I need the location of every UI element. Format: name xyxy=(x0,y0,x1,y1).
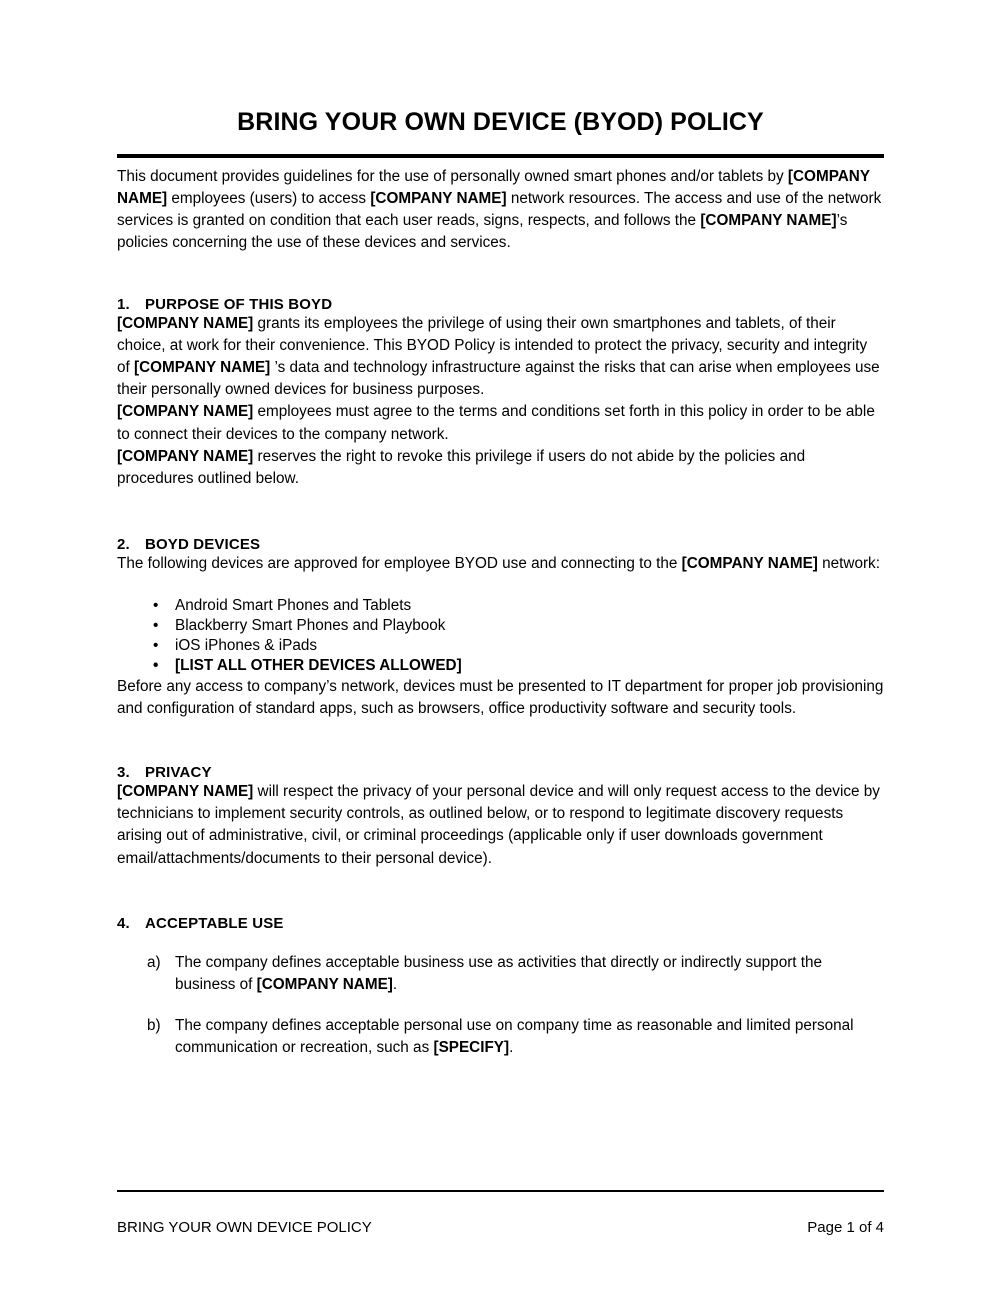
list-item-text: The company defines acceptable business use as activities that directly or indirectly support the business of xyxy=(175,953,823,993)
company-placeholder: [COMPANY NAME] xyxy=(256,976,393,993)
company-placeholder: [COMPANY NAME] xyxy=(700,212,837,230)
section-number: 1. xyxy=(117,295,130,313)
title-divider xyxy=(117,154,884,158)
acceptable-use-list xyxy=(117,952,884,1060)
section-heading-privacy xyxy=(117,764,884,781)
list-item-text: The company defines acceptable personal use on company time as reasonable and limited personal communication or recreation, such as xyxy=(175,1017,854,1057)
company-placeholder: [COMPANY NAME] xyxy=(134,358,271,376)
footer-page-number: Page 1 of 4 xyxy=(807,1219,884,1236)
section-1-paragraph-3 xyxy=(117,446,884,490)
intro-paragraph xyxy=(117,166,884,255)
intro-text-2: employees (users) to access xyxy=(167,189,371,207)
list-item-text: . xyxy=(509,1039,514,1057)
paragraph-text: reserves the right to revoke this privilege if users do not abide by the policies and procedures outlined below. xyxy=(117,447,806,487)
section-heading-acceptable-use xyxy=(117,915,884,932)
paragraph-text: network: xyxy=(817,555,880,573)
section-heading-purpose xyxy=(117,296,884,313)
list-item xyxy=(117,952,884,996)
section-2-intro xyxy=(117,553,884,575)
list-item xyxy=(117,596,884,616)
section-1-paragraph-2 xyxy=(117,401,884,445)
document-content xyxy=(117,0,884,1060)
section-title: BOYD DEVICES xyxy=(145,536,261,554)
section-title: ACCEPTABLE USE xyxy=(145,914,284,932)
intro-text-3: network resources. The access and use of the network services is granted on condition that each user reads, signs, respects, and follows the xyxy=(117,189,882,230)
paragraph-text: ’s data and technology infrastructure against the risks that can arise when employees use their personally owned devices for business purposes. xyxy=(117,358,880,399)
list-item xyxy=(117,656,884,676)
company-placeholder: [COMPANY NAME] xyxy=(370,189,507,207)
list-marker: b) xyxy=(147,1017,161,1035)
company-placeholder: [COMPANY NAME] xyxy=(117,167,870,207)
paragraph-text: grants its employees the privilege of using their own smartphones and tablets, of their choice, at work for their convenience. This BYOD Policy is intended to protect the privacy, security and integrity of xyxy=(117,314,868,376)
section-number: 2. xyxy=(117,536,130,554)
list-item-text: . xyxy=(392,976,398,993)
company-placeholder: [COMPANY NAME] xyxy=(117,314,254,332)
bullet-icon: • xyxy=(153,656,159,674)
bullet-icon: • xyxy=(153,617,159,635)
section-3-paragraph xyxy=(117,781,884,870)
company-placeholder: [COMPANY NAME] xyxy=(117,782,254,800)
footer-document-name: BRING YOUR OWN DEVICE POLICY xyxy=(117,1219,372,1236)
intro-text-4: ’s policies concerning the use of these devices and services. xyxy=(117,212,848,252)
company-placeholder: [COMPANY NAME] xyxy=(117,403,254,421)
bullet-icon: • xyxy=(153,636,159,654)
footer-row xyxy=(117,1219,884,1237)
list-item-label: Blackberry Smart Phones and Playbook xyxy=(175,617,446,635)
company-placeholder: [COMPANY NAME] xyxy=(681,555,818,573)
list-item xyxy=(117,1015,884,1059)
section-title: PRIVACY xyxy=(145,763,212,781)
list-item-label: Android Smart Phones and Tablets xyxy=(175,597,412,615)
page-title: BRING YOUR OWN DEVICE (BYOD) POLICY xyxy=(237,108,764,136)
specify-placeholder: [SPECIFY] xyxy=(433,1039,510,1057)
section-1-paragraph-1 xyxy=(117,313,884,402)
section-2-closing: Before any access to company’s network, devices must be presented to IT department for proper job provisioning and configuration of standard apps, such as browsers, office productivity software and security tools. xyxy=(117,677,884,717)
company-placeholder: [COMPANY NAME] xyxy=(117,447,254,465)
section-number: 4. xyxy=(117,914,130,932)
section-title: PURPOSE OF THIS BOYD xyxy=(145,295,333,313)
section-number: 3. xyxy=(117,763,130,781)
paragraph-text: employees must agree to the terms and conditions set forth in this policy in order to be able to connect their devices to the company network. xyxy=(117,403,875,443)
footer-divider xyxy=(117,1190,884,1192)
list-item xyxy=(117,636,884,656)
list-item-label: iOS iPhones & iPads xyxy=(175,636,317,654)
paragraph-text: The following devices are approved for employee BYOD use and connecting to the xyxy=(117,555,682,573)
list-item-label: [LIST ALL OTHER DEVICES ALLOWED] xyxy=(175,656,462,674)
intro-text-1: This document provides guidelines for the use of personally owned smart phones and/or tablets by xyxy=(117,167,788,185)
list-marker: a) xyxy=(147,953,161,971)
section-heading-devices xyxy=(117,536,884,553)
page-footer xyxy=(117,1190,884,1237)
bullet-icon: • xyxy=(153,597,159,615)
paragraph-text: will respect the privacy of your personal device and will only request access to the device by technicians to implement security controls, as outlined below, or to respond to legitimate discovery requests arising out of administrative, civil, or criminal proceedings (applicable only if user downloads government email/attachments/documents to their personal device). xyxy=(117,782,880,867)
list-item xyxy=(117,616,884,636)
approved-devices-list xyxy=(117,596,884,675)
